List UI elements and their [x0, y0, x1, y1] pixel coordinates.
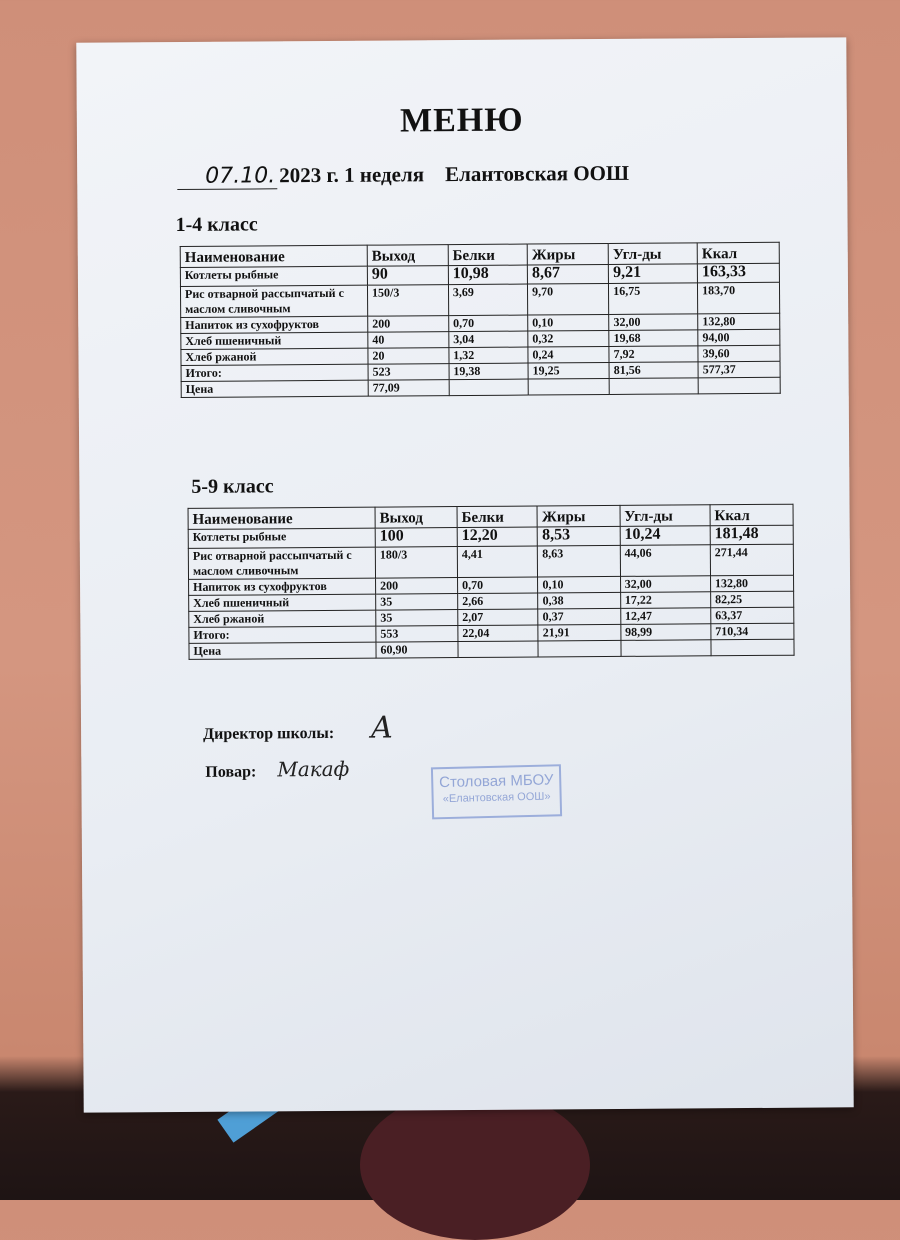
value-cell: 8,67 [527, 264, 608, 284]
value-cell: 3,69 [448, 284, 527, 316]
dark-object [360, 1090, 590, 1240]
value-cell: 0,10 [528, 314, 609, 331]
value-cell [538, 640, 620, 657]
value-cell: 12,20 [457, 527, 538, 547]
value-cell: 2,07 [458, 609, 538, 626]
column-header: Белки [448, 244, 527, 266]
dish-name-cell: Котлеты рыбные [180, 266, 367, 286]
value-cell: 0,24 [528, 346, 609, 363]
value-cell: 90 [367, 266, 448, 286]
dish-name-cell: Котлеты рыбные [188, 528, 375, 548]
director-row [203, 725, 334, 744]
value-cell: 7,92 [609, 346, 698, 363]
value-cell: 180/3 [375, 547, 457, 579]
value-cell: 0,70 [449, 315, 528, 332]
dish-name-cell: Хлеб пшеничный [181, 332, 368, 349]
value-cell: 17,22 [620, 592, 710, 609]
column-header: Угл-ды [620, 505, 710, 527]
value-cell: 19,25 [528, 362, 609, 379]
value-cell: 1,32 [449, 347, 528, 364]
value-cell [711, 639, 794, 656]
value-cell: 39,60 [698, 345, 780, 362]
value-cell [449, 379, 528, 396]
value-cell: 0,38 [538, 592, 620, 609]
value-cell: 163,33 [697, 263, 779, 283]
value-cell: 183,70 [698, 282, 780, 314]
dish-name-cell: Итого: [181, 364, 368, 381]
value-cell [621, 640, 711, 657]
column-header: Наименование [188, 507, 375, 529]
column-header: Жиры [537, 505, 619, 527]
value-cell: 200 [376, 578, 458, 595]
table-row [181, 377, 780, 397]
value-cell: 710,34 [711, 623, 794, 640]
column-header: Ккал [710, 504, 793, 526]
value-cell: 0,10 [538, 576, 620, 593]
value-cell: 3,04 [449, 331, 528, 348]
dish-name-cell: Хлеб пшеничный [189, 594, 376, 611]
value-cell: 271,44 [710, 544, 793, 576]
column-header: Угл-ды [608, 243, 697, 265]
director-signature: A [370, 710, 393, 746]
value-cell: 32,00 [620, 576, 710, 593]
value-cell: 16,75 [609, 283, 698, 315]
dish-name-cell: Хлеб ржаной [189, 610, 376, 627]
stamp-line-1: Столовая МБОУ [438, 771, 554, 792]
handwritten-date: 07.10. [177, 163, 277, 190]
value-cell: 181,48 [710, 525, 793, 545]
value-cell: 10,98 [448, 265, 527, 285]
value-cell: 60,90 [376, 642, 458, 659]
dish-name-cell: Рис отварной рассыпчатый с маслом сливочным [180, 285, 367, 317]
column-header: Жиры [527, 243, 608, 265]
value-cell: 8,63 [538, 545, 621, 577]
value-cell: 94,00 [698, 329, 780, 346]
value-cell [698, 377, 780, 394]
value-cell: 10,24 [620, 526, 710, 546]
stamp-line-2: «Елантовская ООШ» [442, 790, 551, 806]
column-header: Ккал [697, 242, 779, 264]
value-cell: 553 [376, 626, 458, 643]
value-cell: 40 [368, 332, 449, 349]
director-label: Директор школы: [203, 724, 335, 743]
page-title: МЕНЮ [399, 101, 524, 140]
canteen-stamp [431, 764, 562, 819]
value-cell [528, 378, 609, 395]
dish-name-cell: Цена [181, 380, 368, 397]
subtitle [177, 161, 629, 190]
dish-name-cell: Итого: [189, 626, 376, 643]
value-cell: 132,80 [698, 313, 780, 330]
menu-table-1-4 [180, 242, 781, 398]
value-cell: 35 [376, 594, 458, 611]
menu-table-5-9 [188, 504, 795, 660]
value-cell: 9,70 [528, 283, 609, 315]
value-cell: 150/3 [367, 285, 448, 317]
value-cell: 63,37 [711, 607, 794, 624]
value-cell: 21,91 [538, 624, 620, 641]
value-cell: 44,06 [620, 545, 710, 577]
dish-name-cell: Цена [189, 642, 376, 659]
column-header: Наименование [180, 245, 367, 267]
value-cell: 82,25 [710, 591, 793, 608]
dish-name-cell: Напиток из сухофруктов [181, 316, 368, 333]
value-cell: 22,04 [458, 625, 538, 642]
value-cell: 100 [375, 528, 457, 548]
column-header: Белки [457, 506, 538, 528]
value-cell [609, 378, 698, 395]
value-cell: 19,38 [449, 363, 528, 380]
section-title-1-4: 1-4 класс [175, 213, 258, 237]
cook-row [205, 763, 256, 781]
value-cell: 20 [368, 348, 449, 365]
value-cell: 9,21 [609, 264, 698, 284]
value-cell: 81,56 [609, 362, 698, 379]
dish-name-cell: Рис отварной рассыпчатый с маслом сливочным [188, 547, 375, 579]
value-cell: 4,41 [457, 546, 538, 578]
table-row [188, 544, 793, 579]
value-cell: 77,09 [368, 380, 449, 397]
value-cell: 32,00 [609, 314, 698, 331]
value-cell [458, 641, 538, 658]
column-header: Выход [367, 245, 448, 267]
value-cell: 0,70 [458, 577, 538, 594]
cook-label: Повар: [205, 763, 257, 781]
value-cell: 0,37 [538, 608, 620, 625]
value-cell: 12,47 [620, 608, 710, 625]
value-cell: 577,37 [698, 361, 780, 378]
value-cell: 98,99 [621, 624, 711, 641]
subtitle-text: 2023 г. 1 неделя Елантовская ООШ [279, 160, 630, 188]
value-cell: 35 [376, 610, 458, 627]
value-cell: 2,66 [458, 593, 538, 610]
value-cell: 523 [368, 364, 449, 381]
table-row [189, 639, 794, 659]
value-cell: 8,53 [538, 526, 620, 546]
dish-name-cell: Хлеб ржаной [181, 348, 368, 365]
menu-sheet [76, 37, 853, 1112]
dish-name-cell: Напиток из сухофруктов [189, 578, 376, 595]
value-cell: 19,68 [609, 330, 698, 347]
table-row [180, 282, 779, 317]
cook-signature: Макаф [277, 756, 350, 782]
column-header: Выход [375, 507, 457, 529]
value-cell: 200 [368, 316, 449, 333]
section-title-5-9: 5-9 класс [191, 475, 274, 498]
value-cell: 132,80 [710, 575, 793, 592]
value-cell: 0,32 [528, 330, 609, 347]
